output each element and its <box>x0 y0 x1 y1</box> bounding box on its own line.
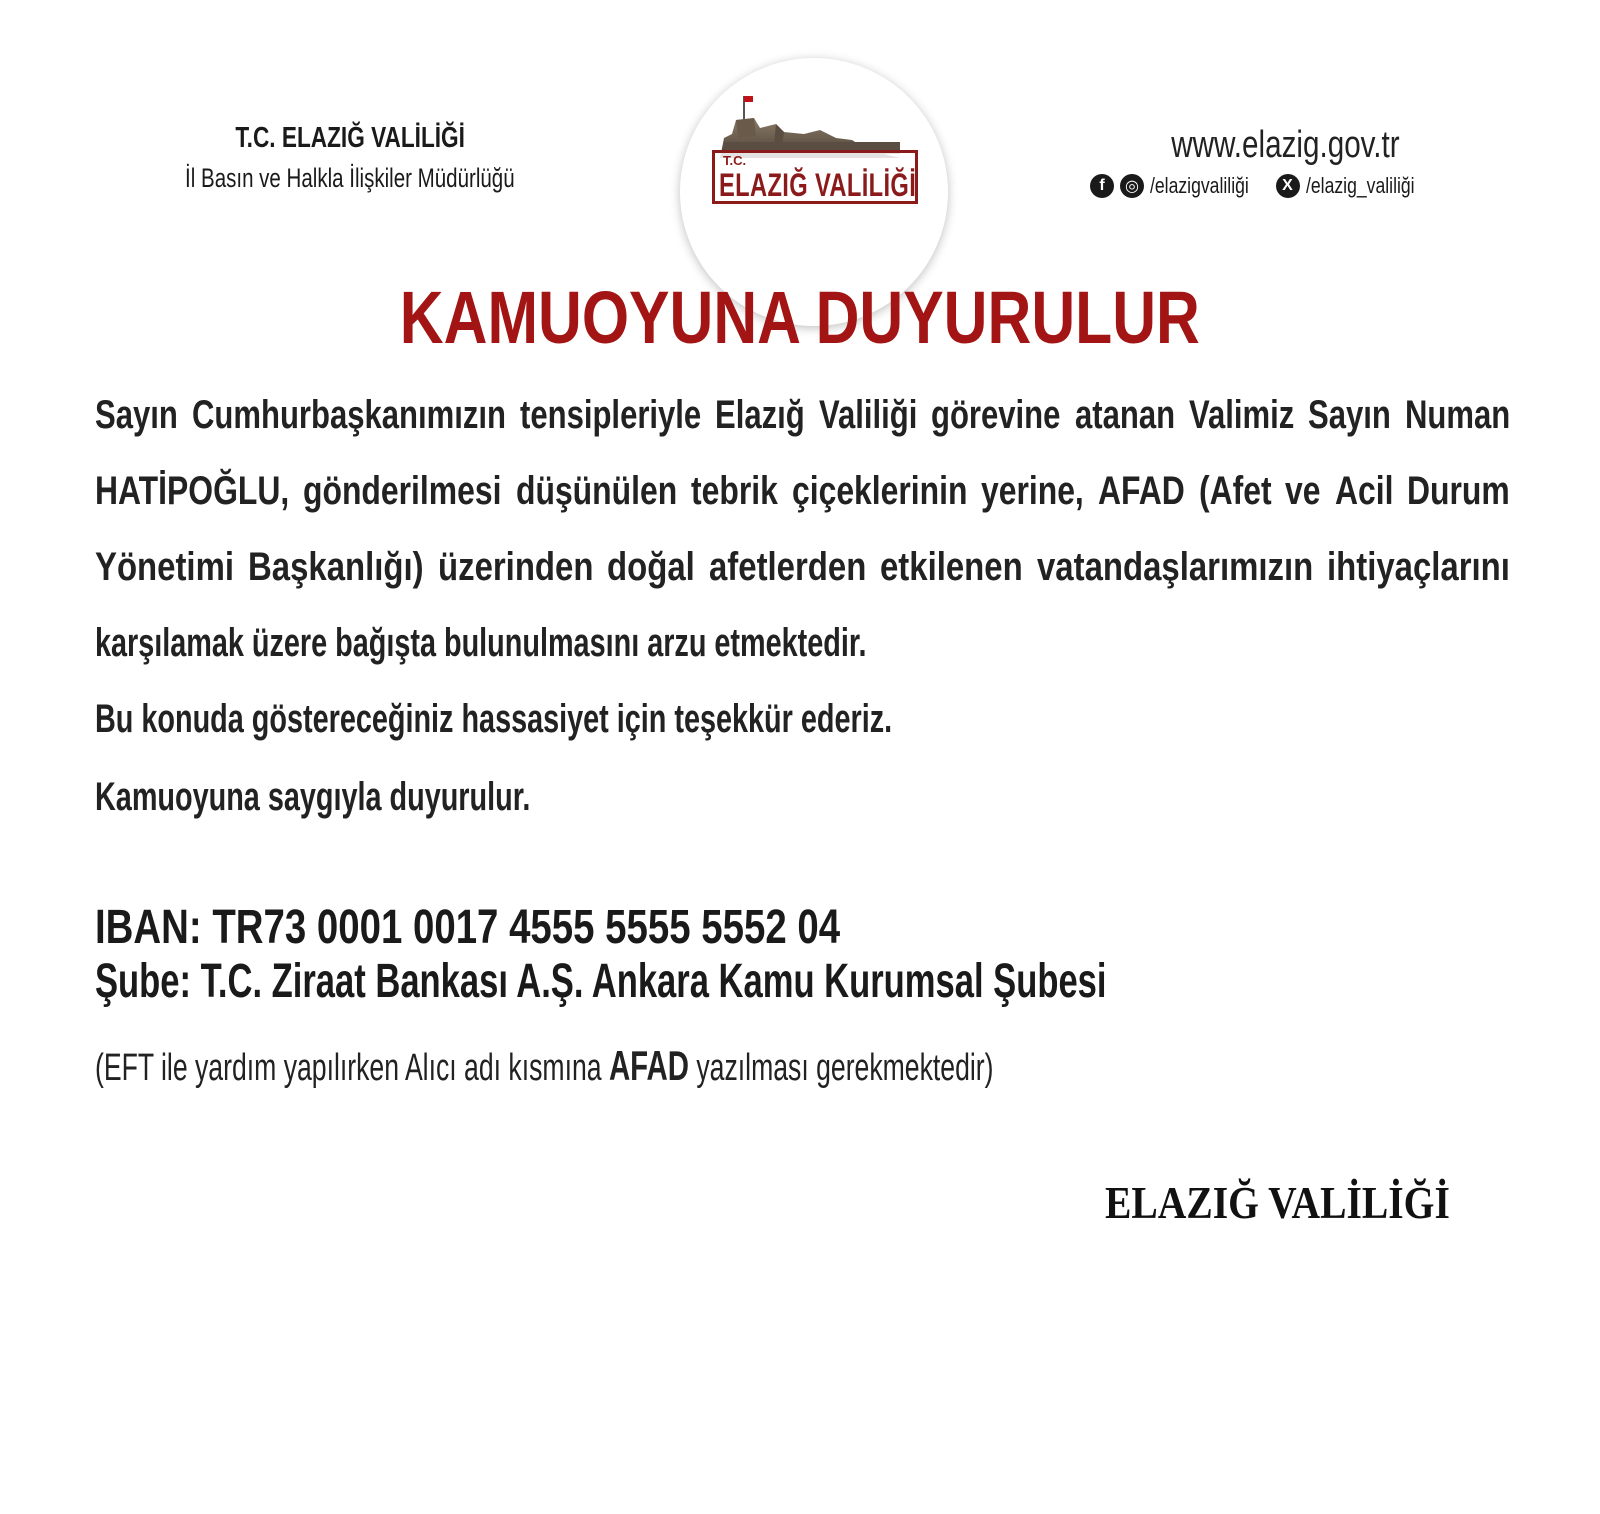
body-word: Durum <box>1407 469 1510 513</box>
facebook-icon[interactable]: f <box>1090 174 1114 198</box>
body-word: ve <box>1285 469 1321 513</box>
body-word: Acil <box>1334 469 1394 513</box>
body-word: Yönetimi <box>95 545 234 589</box>
body-word: vatandaşlarımızın <box>1036 545 1313 589</box>
body-word: (Afet <box>1198 469 1272 513</box>
body-word: atanan <box>1074 393 1175 437</box>
header-institution <box>130 122 570 194</box>
body-line-4: karşılamak üzere bağışta bulunulmasını arzu etmektedir. <box>95 621 867 665</box>
body-word: Numan <box>1404 393 1510 437</box>
body-word: Başkanlığı) <box>247 545 424 589</box>
body-word: doğal <box>607 545 695 589</box>
body-word: Valimiz <box>1188 393 1294 437</box>
signature: ELAZIĞ VALİLİĞİ <box>1105 1177 1450 1228</box>
website-url[interactable]: www.elazig.gov.tr <box>1170 124 1400 166</box>
note-before: (EFT ile yardım yapılırken Alıcı adı kısmına <box>95 1047 609 1089</box>
body-word: Elazığ <box>715 393 805 437</box>
body-word: tensipleriyle <box>519 393 702 437</box>
body-word: AFAD <box>1097 469 1185 513</box>
instagram-icon[interactable]: ◎ <box>1120 174 1144 198</box>
note-after: yazılması gerekmektedir) <box>688 1047 994 1089</box>
x-icon[interactable]: X <box>1276 174 1300 198</box>
body-word: Sayın <box>1307 393 1391 437</box>
body-word: gönderilmesi <box>303 469 502 513</box>
note-bold: AFAD <box>608 1042 689 1089</box>
body-word: üzerinden <box>437 545 594 589</box>
body-word: yerine, <box>981 469 1084 513</box>
department-name: İl Basın ve Halkla İlişkiler Müdürlüğü <box>185 163 515 193</box>
body-word: görevine <box>931 393 1061 437</box>
iban: IBAN: TR73 0001 0017 4555 5555 5552 04 <box>95 901 841 954</box>
logo-plate <box>712 150 918 204</box>
announcement-title: KAMUOYUNA DUYURULUR <box>399 276 1201 359</box>
logo-name: ELAZIĞ VALİLİĞİ <box>719 167 917 203</box>
body-word: Cumhurbaşkanımızın <box>191 393 506 437</box>
body-word: ihtiyaçlarını <box>1326 545 1510 589</box>
logo-tc: T.C. <box>723 153 747 168</box>
social-handle-x[interactable]: /elazig_valiliği <box>1305 173 1415 198</box>
social-handle-fb-ig[interactable]: /elazigvaliliği <box>1150 173 1249 198</box>
body-word: düşünülen <box>515 469 677 513</box>
body-line-3 <box>95 542 1510 592</box>
social-links <box>1090 173 1480 199</box>
body-line-2 <box>95 466 1510 516</box>
body-word: etkilenen <box>880 545 1023 589</box>
closing-text: Kamuoyuna saygıyla duyurulur. <box>95 775 531 819</box>
body-line-1 <box>95 390 1510 440</box>
body-word: afetlerden <box>708 545 867 589</box>
institution-name: T.C. ELAZIĞ VALİLİĞİ <box>235 122 465 154</box>
eft-note <box>95 1042 1379 1090</box>
bank-branch: Şube: T.C. Ziraat Bankası A.Ş. Ankara Kamu Kurumsal Şubesi <box>95 955 1107 1008</box>
body-word: Sayın <box>95 393 178 437</box>
body-word: tebrik <box>690 469 778 513</box>
body-word: Valiliği <box>818 393 918 437</box>
body-word: HATİPOĞLU, <box>95 469 290 513</box>
body-word: çiçeklerinin <box>791 469 968 513</box>
thanks-text: Bu konuda göstereceğiniz hassasiyet için teşekkür ederiz. <box>95 697 893 741</box>
header-contact <box>1090 124 1480 199</box>
